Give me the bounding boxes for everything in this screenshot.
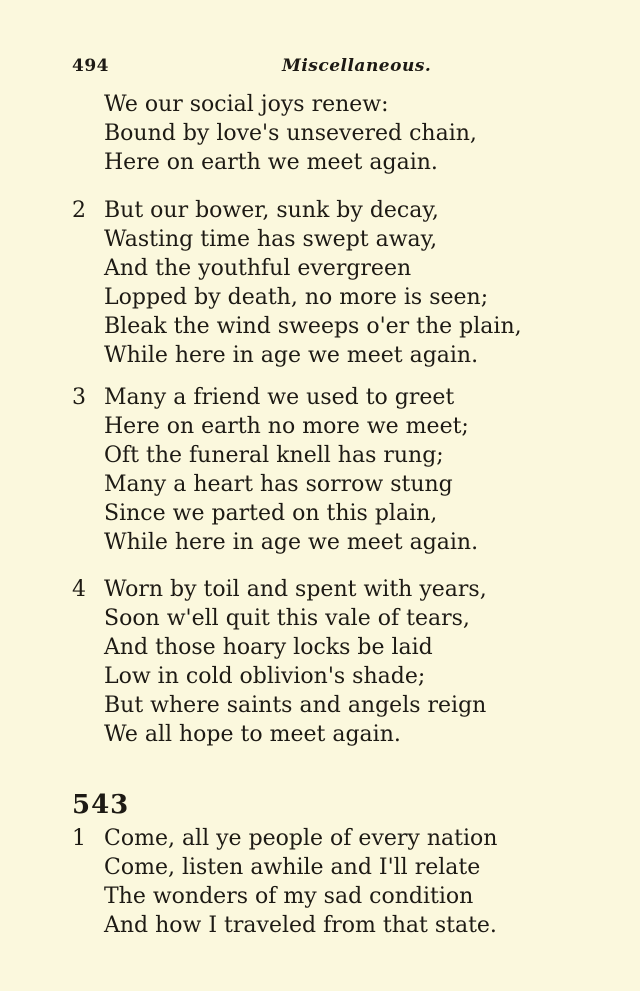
stanza-lines <box>104 824 497 940</box>
verse-line: Come, listen awhile and I'll relate <box>104 855 481 880</box>
verse-line: Low in cold oblivion's shade; <box>104 664 426 689</box>
verse-line: But where saints and angels reign <box>104 693 487 718</box>
verse-line: We all hope to meet again. <box>104 722 401 747</box>
verse-line: Wasting time has swept away, <box>104 227 438 252</box>
verse-line: Since we parted on this plain, <box>104 501 438 526</box>
stanza-number: 4 <box>72 577 86 602</box>
verse-line: Bleak the wind sweeps o'er the plain, <box>104 314 522 339</box>
verse-line: Lopped by death, no more is seen; <box>104 285 489 310</box>
verse-line: We our social joys renew: <box>104 92 389 117</box>
page-number: 494 <box>72 56 109 76</box>
stanza-lines <box>104 90 477 177</box>
verse-line: While here in age we meet again. <box>104 530 479 555</box>
verse-line: And those hoary locks be laid <box>104 635 433 660</box>
stanza-lines <box>104 575 487 749</box>
verse-line: Here on earth no more we meet; <box>104 414 469 439</box>
verse-line: While here in age we meet again. <box>104 343 479 368</box>
verse-line: Worn by toil and spent with years, <box>104 577 487 602</box>
verse-line: The wonders of my sad condition <box>104 884 474 909</box>
verse-line: Here on earth we meet again. <box>104 150 438 175</box>
running-title: Miscellaneous. <box>282 56 432 76</box>
stanza-lines <box>104 196 522 370</box>
verse-line: Oft the funeral knell has rung; <box>104 443 444 468</box>
verse-line: Many a friend we used to greet <box>104 385 455 410</box>
verse-line: But our bower, sunk by decay, <box>104 198 439 223</box>
stanza-number: 2 <box>72 198 86 223</box>
verse-line: And how I traveled from that state. <box>104 913 497 938</box>
hymn-number: 543 <box>72 790 130 820</box>
verse-line: Come, all ye people of every nation <box>104 826 498 851</box>
stanza-number: 1 <box>72 826 86 851</box>
verse-line: And the youthful evergreen <box>104 256 412 281</box>
verse-line: Bound by love's unsevered chain, <box>104 121 477 146</box>
verse-line: Many a heart has sorrow stung <box>104 472 453 497</box>
stanza-lines <box>104 383 478 557</box>
verse-line: Soon w'ell quit this vale of tears, <box>104 606 470 631</box>
stanza-number: 3 <box>72 385 86 410</box>
